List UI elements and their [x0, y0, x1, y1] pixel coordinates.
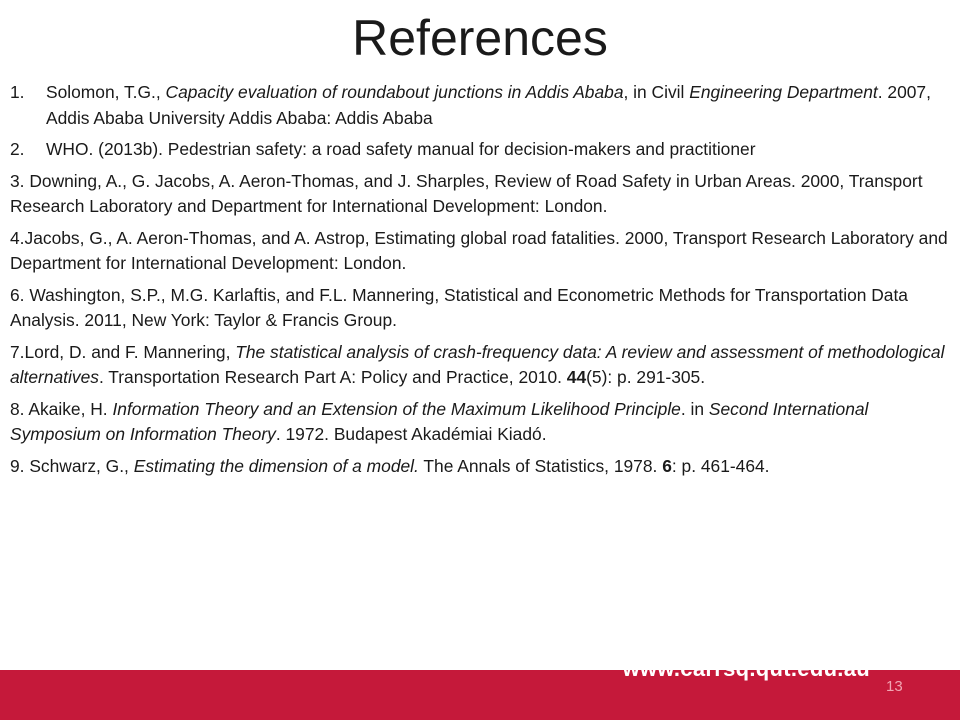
reference-text: 7.Lord, D. and F. Mannering,: [10, 341, 236, 362]
reference-item: [10, 226, 952, 277]
reference-text: Solomon, T.G.,: [46, 82, 166, 102]
reference-item: [10, 137, 952, 163]
reference-text: . Transportation Research Part A: Policy and Practice, 2010.: [98, 367, 567, 387]
reference-item: [10, 340, 952, 391]
reference-text: (5): p. 291-305.: [586, 367, 706, 387]
reference-text: 8. Akaike, H.: [10, 398, 113, 419]
reference-text: . in: [680, 398, 709, 419]
reference-text: , in Civil: [623, 82, 690, 102]
slide-title: References: [352, 10, 608, 66]
reference-text: Second International Symposium on Information Theory: [10, 398, 869, 444]
footer-url[interactable]: www.carrsq.qut.edu.au: [622, 656, 870, 681]
reference-text: 9. Schwarz, G.,: [10, 455, 134, 476]
reference-text: Capacity evaluation of roundabout junctions in Addis Ababa: [165, 82, 624, 102]
reference-text: 6. Washington, S.P., M.G. Karlaftis, and F.L. Mannering, Statistical and Econometric Methods for Transportation Data Analysis. 2011, New York: Taylor & Francis Group.: [10, 284, 908, 330]
reference-item: [10, 283, 952, 334]
reference-number: 1.: [10, 82, 25, 102]
reference-text: The statistical analysis of crash-frequency data: A review and assessment of methodological alternatives: [10, 341, 945, 387]
reference-text: 44: [566, 367, 587, 387]
page-number: 13: [886, 678, 903, 695]
reference-text: Information Theory and an Extension of the Maximum Likelihood Principle: [112, 398, 681, 419]
reference-text: . 1972. Budapest Akadémiai Kiadó.: [275, 424, 547, 444]
reference-text: 4.Jacobs, G., A. Aeron-Thomas, and A. Astrop, Estimating global road fatalities. 2000, Transport Research Laboratory and Department for International Development: London.: [10, 227, 948, 273]
reference-text: 3. Downing, A., G. Jacobs, A. Aeron-Thomas, and J. Sharples, Review of Road Safety in Urban Areas. 2000, Transport Research Laboratory and Department for International Development: London.: [10, 170, 923, 216]
reference-text: : p. 461-464.: [671, 455, 770, 476]
reference-item: [10, 454, 952, 480]
references-list: [10, 80, 952, 485]
reference-item: [10, 169, 952, 220]
reference-text: Estimating the dimension of a model.: [133, 455, 419, 476]
reference-text: The Annals of Statistics, 1978.: [418, 455, 663, 476]
reference-item: [10, 397, 952, 448]
reference-text: Engineering Department: [689, 82, 878, 102]
reference-number: 2.: [10, 139, 25, 159]
reference-text: . 2007, Addis Ababa University Addis Ababa: Addis Ababa: [46, 82, 931, 128]
reference-item: [10, 80, 952, 131]
reference-text: WHO. (2013b). Pedestrian safety: a road safety manual for decision-makers and practitioner: [46, 139, 756, 159]
reference-text: 6: [662, 455, 672, 476]
